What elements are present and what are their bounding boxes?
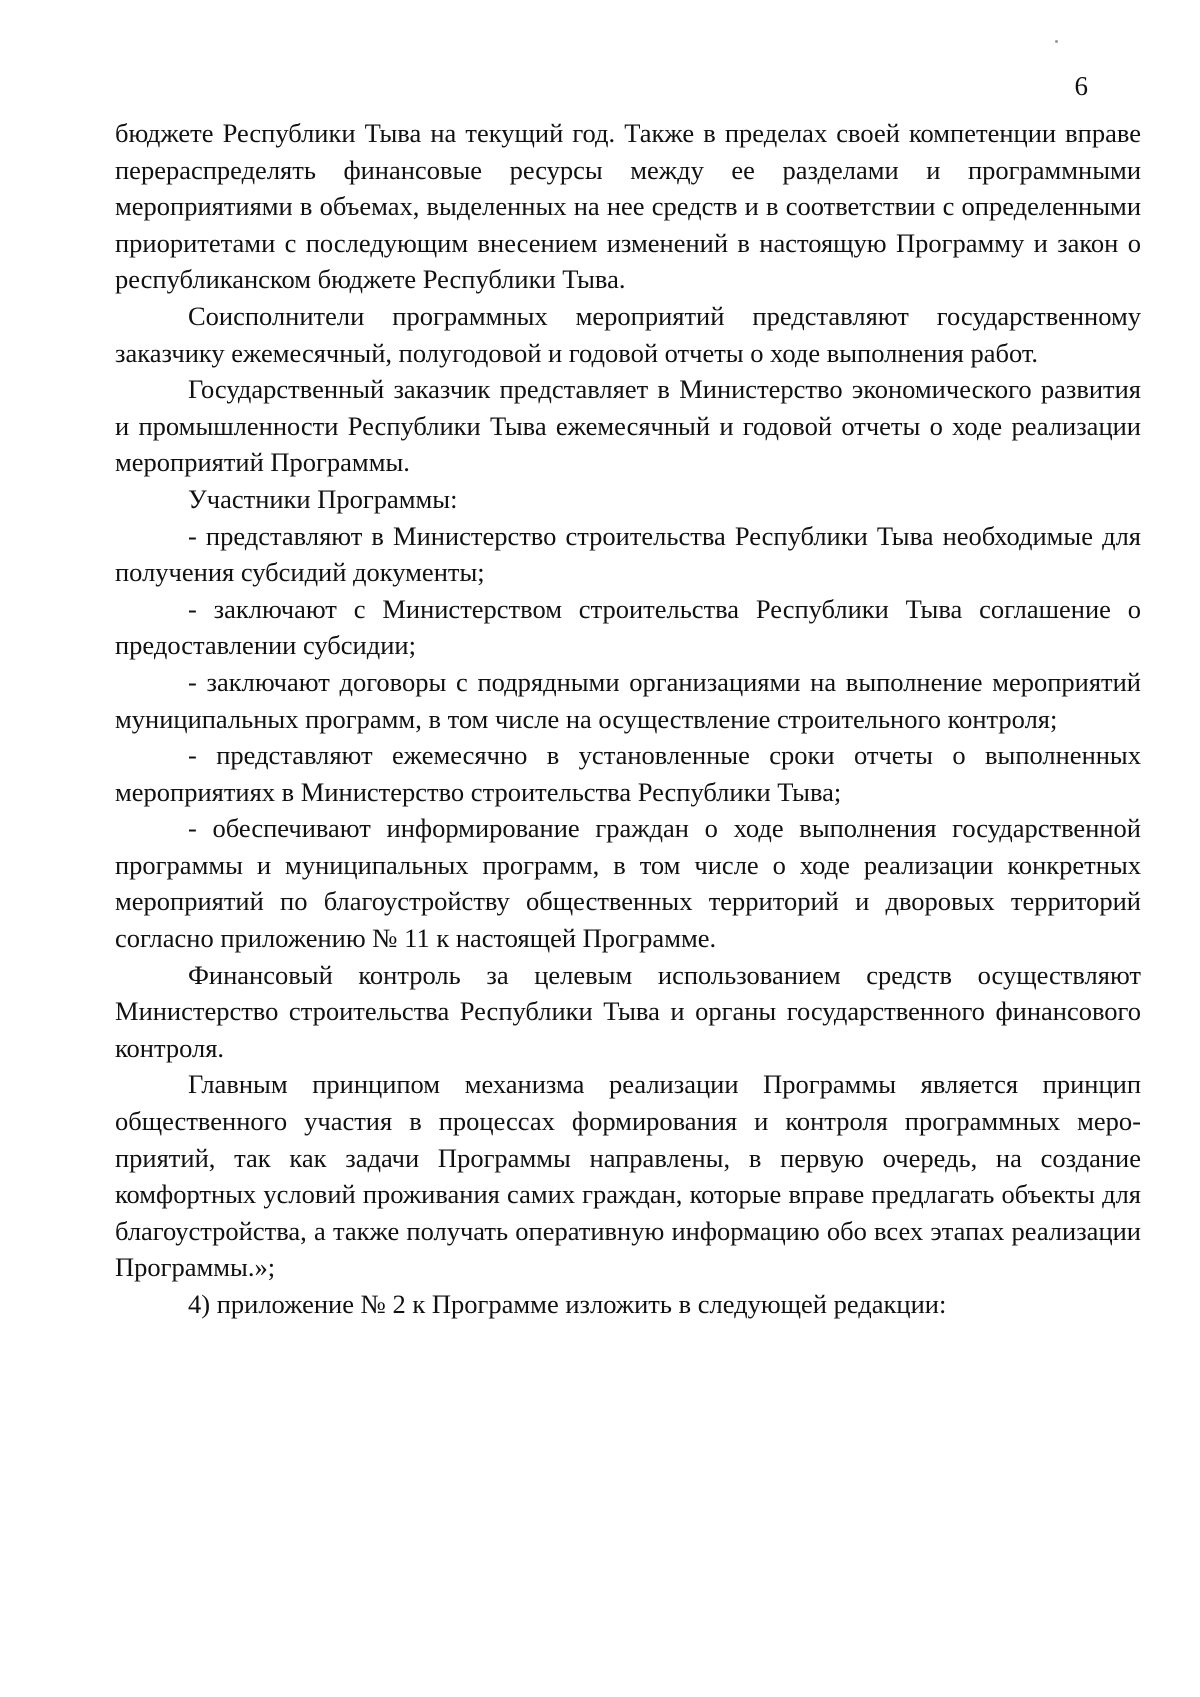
list-item-conclude-contracts: - заключают договоры с подрядными организациями на выполнение мероприятий муниципальных программ, в том числе на осуществление строительного контроля; [115,666,1141,734]
list-item-inform-citizens: - обеспечивают информирование граждан о ходе выполнения государственной программы и муниципальных программ, в том числе о ходе реализации конкретных мероприятий по благоустройству общественных территорий и дворовых территорий согласно приложению № 11 к настоящей Программе. [115,813,1141,954]
page-number: 6 [1074,71,1088,101]
paragraph-participants-heading: Участники Программы: [188,483,458,514]
paragraph-budget-continuation: бюджете Республики Тыва на текущий год. Также в пределах своей компетенции вправе перераспределять финансовые ресурсы между ее разделами и программными мероприятиями в объемах, выделенных на нее средств и в соответствии с определенными приоритетами с последующим внесением изменений в настоящую Программу и закон о республиканском бюджете Республики Тыва. [115,118,1141,295]
document-body [115,115,1141,1323]
list-item-conclude-agreement: - заключают с Министерством строительства Республики Тыва соглашение о предоставлении субсидии; [115,593,1141,661]
paragraph-appendix-amendment: 4) приложение № 2 к Программе изложить в следующей редакции: [188,1289,947,1319]
paragraph-main-principle: Главным принципом механизма реализации Программы является принцип общественного участия в процессах формирования и контроля программных мероприятий, так как задачи Программы направлены, в первую очередь, на создание комфортных условий проживания самих граждан, которые вправе предлагать объекты для благоустройства, а также получать оперативную информацию обо всех этапах реализации Программы.»; [115,1069,1141,1283]
paragraph-co-executors-reports: Соисполнители программных мероприятий представляют государственному заказчику ежемесячный, полугодовой и годовой отчеты о ходе выполнения работ. [115,300,1141,368]
paragraph-state-customer-reports: Государственный заказчик представляет в Министерство экономического развития и промышленности Республики Тыва ежемесячный и годовой отчеты о ходе реализации мероприятий Программы. [115,374,1141,478]
list-item-monthly-reports: - представляют ежемесячно в установленные сроки отчеты о выполненных мероприятиях в Министерство строительства Республики Тыва; [115,740,1141,807]
paragraph-financial-control: Финансовый контроль за целевым использованием средств осуществляют Министерство строительства Республики Тыва и органы государственного финансового контроля. [115,959,1141,1063]
scan-speck [1055,40,1058,43]
list-item-submit-documents: - представляют в Министерство строительства Республики Тыва необходимые для получения субсидий документы; [115,520,1141,588]
